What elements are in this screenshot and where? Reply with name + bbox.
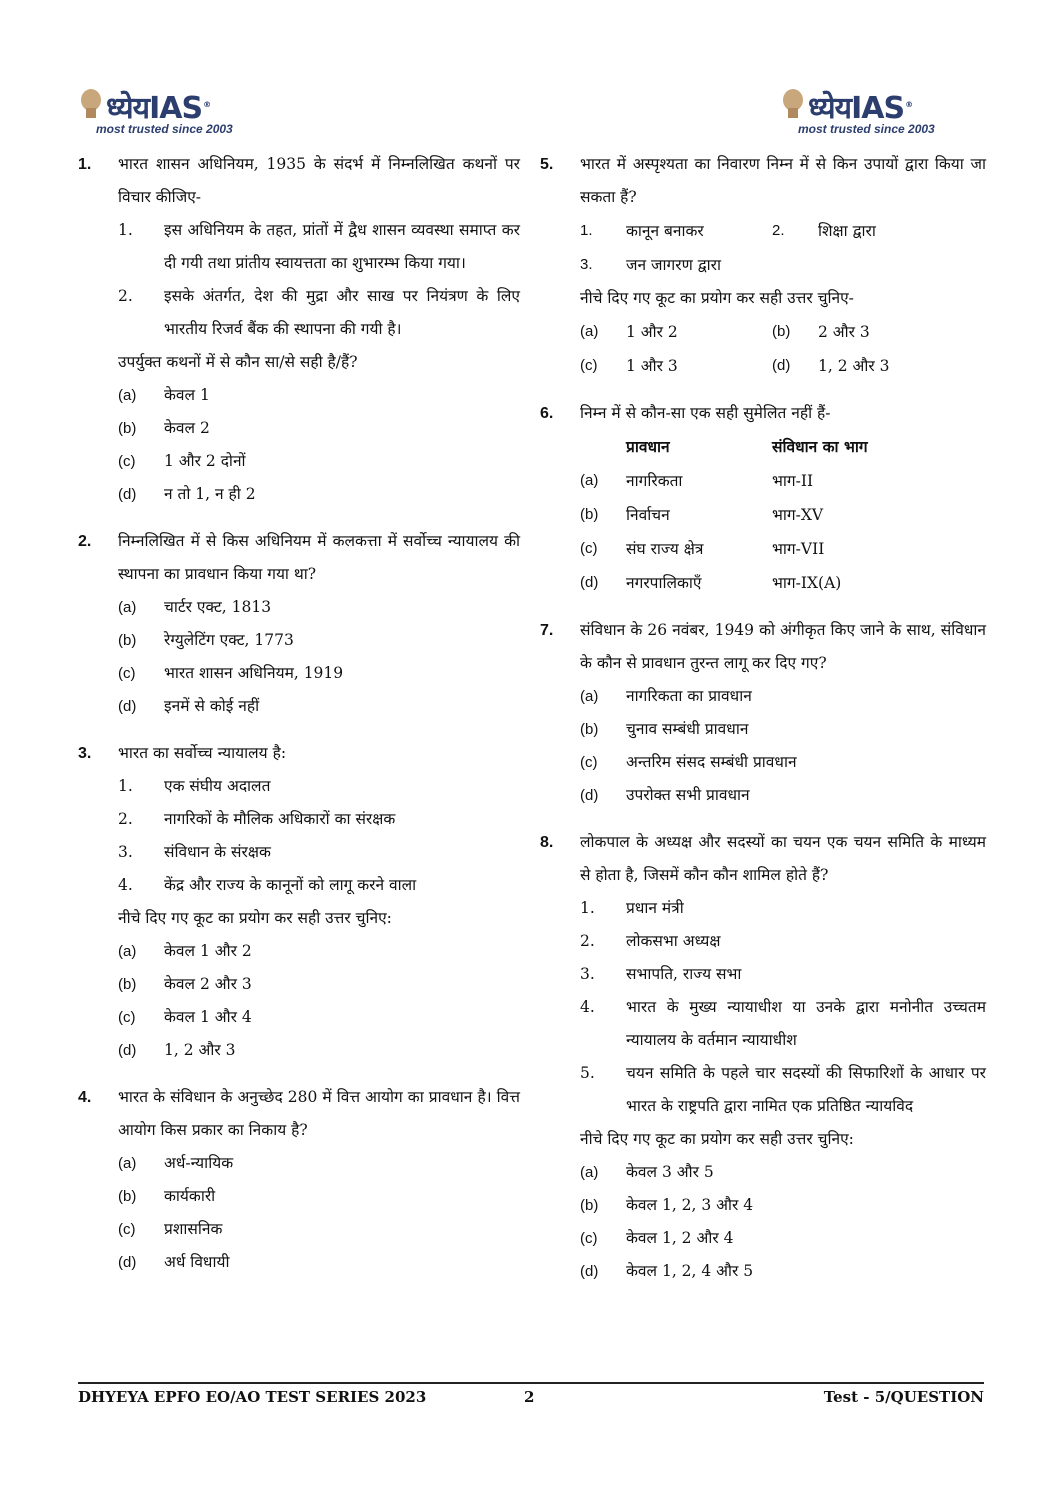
page-footer (78, 1388, 984, 1412)
question-text: निम्नलिखित में से किस अधिनियम में कलकत्ता में सर्वोच्च न्यायालय की स्थापना का प्रावधान किया गया था? (118, 532, 520, 583)
sculpture-head-icon (780, 88, 806, 120)
question-text: लोकपाल के अध्यक्ष और सदस्यों का चयन एक चयन समिति के माध्यम से होता है, जिसमें कौन कौन शामिल होते हैं? (580, 833, 986, 884)
statement: 2. नागरिकों के मौलिक अधिकारों का संरक्षक (118, 810, 396, 828)
question-text: संविधान के 26 नवंबर, 1949 को अंगीकृत किए जाने के साथ, संविधान के कौन से प्रावधान तुरन्त लागू कर दिए गए? (580, 621, 986, 672)
option-d[interactable]: (d) न तो 1, न ही 2 (118, 485, 256, 503)
statement: 2. लोकसभा अध्यक्ष (580, 932, 721, 950)
question-prompt: नीचे दिए गए कूट का प्रयोग कर सही उत्तर चुनिए: (580, 1130, 854, 1148)
option-c[interactable]: (c) केवल 1 और 4 (118, 1008, 252, 1026)
option-c[interactable]: (c) प्रशासनिक (118, 1220, 223, 1238)
question-text: भारत शासन अधिनियम, 1935 के संदर्भ में निम्नलिखित कथनों पर विचार कीजिए- (118, 155, 520, 206)
statement-row: 1. कानून बनाकर 2. शिक्षा द्वारा (580, 222, 876, 240)
question-text: निम्न में से कौन-सा एक सही सुमेलित नहीं हैं- (580, 404, 831, 422)
statement: 4. केंद्र और राज्य के कानूनों को लागू करने वाला (118, 876, 417, 894)
brand-tagline: most trusted since 2003 (96, 122, 233, 136)
statement-row: 3. जन जागरण द्वारा (580, 256, 722, 274)
question-number: 2. (78, 533, 92, 550)
statement: 1. इस अधिनियम के तहत, प्रांतों में द्वैध शासन व्यवस्था समाप्त कर दी गयी तथा प्रांतीय स्वायत्तता का शुभारम्भ किया गया। (118, 221, 520, 272)
option-d[interactable]: (d) नगरपालिकाएँ भाग-IX(A) (580, 574, 842, 592)
question-number: 8. (540, 834, 554, 851)
footer-divider (78, 1382, 984, 1384)
option-b[interactable]: (b) केवल 2 और 3 (118, 975, 252, 993)
option-b[interactable]: (b) केवल 1, 2, 3 और 4 (580, 1196, 754, 1214)
option-d[interactable]: (d) 1, 2 और 3 (772, 357, 890, 375)
option-a[interactable]: (a) नागरिकता भाग-II (580, 472, 814, 490)
question-4 (78, 1081, 520, 1279)
option-row (580, 315, 986, 349)
option-d[interactable]: (d) 1, 2 और 3 (118, 1041, 236, 1059)
option-b[interactable]: (b) कार्यकारी (118, 1187, 216, 1205)
question-1 (78, 148, 520, 511)
question-prompt: नीचे दिए गए कूट का प्रयोग कर सही उत्तर चुनिए: (118, 909, 392, 927)
option-c[interactable]: (c) संघ राज्य क्षेत्र भाग-VII (580, 540, 825, 558)
option-a[interactable]: (a) चार्टर एक्ट, 1813 (118, 598, 272, 616)
question-number: 7. (540, 622, 554, 639)
sculpture-head-icon (78, 88, 104, 120)
question-prompt: नीचे दिए गए कूट का प्रयोग कर सही उत्तर चुनिए- (580, 289, 854, 307)
option-a[interactable]: (a) केवल 1 और 2 (118, 942, 252, 960)
statement: 1. प्रधान मंत्री (580, 899, 684, 917)
option-b[interactable]: (b) केवल 2 (118, 419, 210, 437)
question-text: भारत के संविधान के अनुच्छेद 280 में वित्त आयोग का प्रावधान है। वित्त आयोग किस प्रकार का निकाय है? (118, 1088, 520, 1139)
option-d[interactable]: (d) अर्ध विधायी (118, 1253, 230, 1271)
option-a[interactable]: (a) नागरिकता का प्रावधान (580, 687, 752, 705)
question-number: 1. (78, 156, 92, 173)
question-prompt: उपर्युक्त कथनों में से कौन सा/से सही है/हैं? (118, 353, 358, 371)
test-label: Test - 5/QUESTION (823, 1388, 984, 1406)
option-d[interactable]: (d) इनमें से कोई नहीं (118, 697, 260, 715)
option-d[interactable]: (d) केवल 1, 2, 4 और 5 (580, 1262, 754, 1280)
option-a[interactable]: (a) केवल 1 (118, 386, 210, 404)
option-a[interactable]: (a) अर्ध-न्यायिक (118, 1154, 234, 1172)
option-row (580, 349, 986, 383)
question-text: भारत में अस्पृश्यता का निवारण निम्न में से किन उपायों द्वारा किया जा सकता हैं? (580, 155, 986, 206)
option-c[interactable]: (c) 1 और 3 (580, 357, 678, 375)
question-8 (540, 826, 986, 1288)
page-number: 2 (524, 1388, 535, 1406)
statement: 5. चयन समिति के पहले चार सदस्यों की सिफारिशों के आधार पर भारत के राष्ट्रपति द्वारा नामित एक प्रतिष्ठित न्यायविद (580, 1064, 986, 1115)
statement: 3. संविधान के संरक्षक (118, 843, 271, 861)
brand-logo-right (780, 88, 980, 138)
question-text: भारत का सर्वोच्च न्यायालय है: (118, 744, 287, 762)
brand-name: ध्येयIAS® (808, 91, 913, 126)
statement: 2. इसके अंतर्गत, देश की मुद्रा और साख पर नियंत्रण के लिए भारतीय रिजर्व बैंक की स्थापना की गयी है। (118, 287, 520, 338)
option-c[interactable]: (c) भारत शासन अधिनियम, 1919 (118, 664, 344, 682)
brand-tagline: most trusted since 2003 (798, 122, 935, 136)
brand-logo-left (78, 88, 278, 138)
option-b[interactable]: (b) निर्वाचन भाग-XV (580, 506, 824, 524)
right-column (540, 148, 986, 1302)
option-c[interactable]: (c) 1 और 2 दोनों (118, 452, 246, 470)
statement: 4. भारत के मुख्य न्यायाधीश या उनके द्वारा मनोनीत उच्चतम न्यायालय के वर्तमान न्यायाधीश (580, 998, 986, 1049)
option-a[interactable]: (a) 1 और 2 (580, 323, 678, 341)
question-number: 4. (78, 1089, 92, 1106)
question-5 (540, 148, 986, 383)
question-7 (540, 614, 986, 812)
option-b[interactable]: (b) चुनाव सम्बंधी प्रावधान (580, 720, 749, 738)
question-3 (78, 737, 520, 1067)
left-column (78, 148, 520, 1293)
question-number: 3. (78, 745, 92, 762)
series-title: DHYEYA EPFO EO/AO TEST SERIES 2023 (78, 1388, 427, 1406)
statement: 3. सभापति, राज्य सभा (580, 965, 742, 983)
option-c[interactable]: (c) अन्तरिम संसद सम्बंधी प्रावधान (580, 753, 797, 771)
match-table-header: प्रावधान संविधान का भाग (626, 437, 868, 456)
option-c[interactable]: (c) केवल 1, 2 और 4 (580, 1229, 734, 1247)
question-number: 6. (540, 405, 554, 422)
question-6 (540, 397, 986, 600)
option-a[interactable]: (a) केवल 3 और 5 (580, 1163, 714, 1181)
statement: 1. एक संघीय अदालत (118, 777, 271, 795)
option-d[interactable]: (d) उपरोक्त सभी प्रावधान (580, 786, 750, 804)
option-b[interactable]: (b) रेग्युलेटिंग एक्ट, 1773 (118, 631, 294, 649)
option-b[interactable]: (b) 2 और 3 (772, 323, 870, 341)
question-2 (78, 525, 520, 723)
brand-name: ध्येयIAS® (106, 91, 211, 126)
question-number: 5. (540, 156, 554, 173)
